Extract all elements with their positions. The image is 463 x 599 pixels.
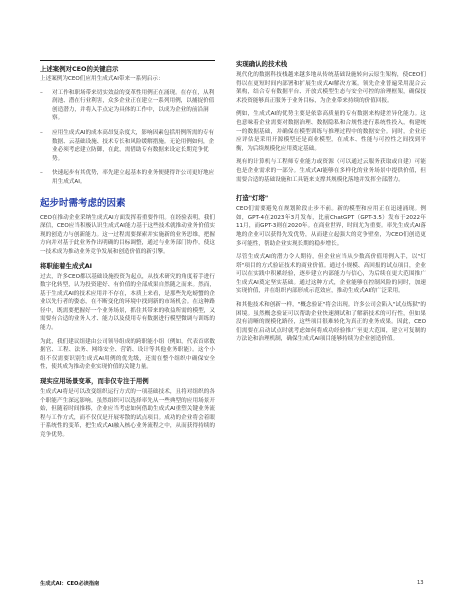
dash-icon: – [40,129,43,136]
key-takeaways-heading: 上述案例对CEO的关键启示 [40,65,119,73]
section-rule [40,60,215,61]
subsection-2-paragraph: 为此，我们建议组建由公司领导组成的跨职能小组（例如，代表首席数据官、工程、法务、网络安全、营销、设计等其他业务职能）。这个小组不仅需要识别生成式AI用例的优先级，还需在整个组织中确保安全性，使其成为推动企业实现价值的关键力量。 [40,338,215,371]
subsection-1-paragraph: 过去，许多CEO都以基础设施投资为起点，从技术研究的角度着手进行数字化转型，认为投资建好、有价值的全部成果自然随之而来。然而，基于生成式AI的技术应用并不存在，本质上来看，是那些先吃螃蟹的企业以先行者的姿态，在不断变化的环境中找到新的市场机会。在这种路径中，既需要把握好一个业务场景，抓住其带来的收益所需的模型，又需要有合适的业务人才、能力以及使用专有数据进行模型微调与训练的能力。 [40,273,215,332]
scale-paragraph: 和其他技术和创新一样，"概念验证"将会出现。许多公司会陷入"试点炼狱"的困境。虽然概念验证可以帮助企业快速测试和了解新技术的可行性，但如果没有清晰的规模化路径，这些项目很难转化为真正的业务成果。因此，CEO们需要在启动试点时就考虑如何将成功经验推广至更大范围，建立可复制的方法论和治理机制，确保生成式AI项目能够持续为企业创造价值。 [236,302,426,343]
key-takeaways-intro: 上述案例为CEO们应用生成式AI带来一系列启示： [40,76,164,82]
subheading-3: 现实应用场景变革，而非仅专注于用例 [40,377,149,386]
quick-start-paragraph: CEO们需要避免在规划阶段止步不前。新的模型和应用正在迅速涌现。例如，GPT-4在2023年3月发布，比前ChatGPT（GPT-3.5）发布于2022年11月，而GPT-3则在2020年。在商业世界，时间尤为重要。率先生成式AI落地的企业可以获得先发优势，从而建立起强大的竞争壁垒，为CEO们创造更多可能性，帮助企业实现长期的稳步增长。 [236,206,426,247]
page-number: 13 [417,580,424,586]
section-paragraph: CEO在推动企业采纳生成式AI方面发挥着重要作用。在经验表明，我们深信，CEO应当积极认识生成式AI能力基于这些技术就推动业务价值实现的创造力与创新能力。这一过程需要探索并实施新的业务思维，把握方向并对基于此业务作出明确的目标调整，通过与业务部门协作，使这一技术成为推动业务竞争发展和创造价值的新引擎。 [40,214,215,255]
hallmark-heading: 实现确认的技术栈 [236,60,288,68]
list-item: – 快速起步有其优势，率先建立起基本的业务便捷得许公司更好地应用生成式AI。 [40,170,215,185]
footer-title: 生成式AI：CEO必读指南 [40,581,100,587]
dash-icon: – [40,89,43,96]
takeaways-list [40,89,215,187]
subheading-1: 将职能着生成式AI [40,261,93,270]
section-heading: 起步时需考虑的因素 [40,197,126,209]
left-column [40,60,215,445]
subsection-3-paragraph: 生成式AI将是可以改变组织运行方式的一项基础技术，且将对组织的各个职能产生深远影响。虽然组织可以选择率先从一些典型的应用场景开始，但随着时间推移，企业应当考虑如何借助生成式AI重塑关键业务流程与工作方式，而不仅仅是开展零散的试点项目。成功的企业将会着眼于系统性的变革，把生成式AI融入核心业务流程之中，从而获得持续的竞争优势。 [40,389,215,438]
hallmark-paragraph: 现代化的数据科技栈越来越多地从传统基础设施转向云原生架构，使CEO们得以在更短时间内部署和扩展生成式AI解决方案。领先企业普遍采用混合云架构，结合专有数据平台、开放式模型生态与安全可控的治理框架，确保技术投资能够真正服务于业务目标，为企业带来持续的价值回报。 [236,72,426,104]
ecosystem-paragraph: 现有的计算机与工程师专业能力或资源（可以通过云服务获取或自建）可能也是企业需求的一部分。生成式AI能够在多样化的业务场景中提供价值，但需要合适的基础设施和工具链来支撑其规模化落地并发挥全部潜力。 [236,159,426,183]
list-item: – 对工作和职场带来切实效益的变革性用例正在涌现。在存在，从利润池、潜在行业利害，众多企业正在建立一系列用例，以捕捉价值创造潜力，并将入手点定为具体的工作中，以成为企业的前沿洞察。 [40,89,215,122]
lighthouse-paragraph: 尽管生成式AI的潜力令人期待，但企业应当从少数高价值用例入手，以"灯塔"项目的方式验证技术的商业价值。通过小规模、高回报的试点项目，企业可以在实践中积累经验，逐步建立内部能力与信心，为后续在更大范围推广生成式AI奠定坚实基础。通过这种方式，企业能够在控制风险的同时，加速实现价值，并在组织内部形成示范效应，推动生成式AI的广泛采用。 [236,254,426,295]
right-column [236,60,426,349]
dash-icon: – [40,170,43,177]
quick-start-heading: 打造"灯塔" [236,194,269,203]
example-paragraph: 例如，生成式AI的优势主要是依靠高质量的专有数据来构建差异化能力。这也意味着企业需要对数据治理、数据隐私和合规性进行系统性投入，构建统一的数据基础，并确保在模型训练与推理过程中的数据安全。同时，企业还应评估是采用开源模型还是商业模型，在成本、性能与可控性之间找到平衡，为后续规模化应用奠定基础。 [236,111,426,152]
list-item: – 应用生成式AI的成本高昂复杂度大，影响因素包括用例所需的专有数据、云基础设施、技术专长和风险缓解措施。无论用例如何，企业必须考虑建立防御，在此，需借助专有数据来设定长期竞争优势。 [40,129,215,162]
